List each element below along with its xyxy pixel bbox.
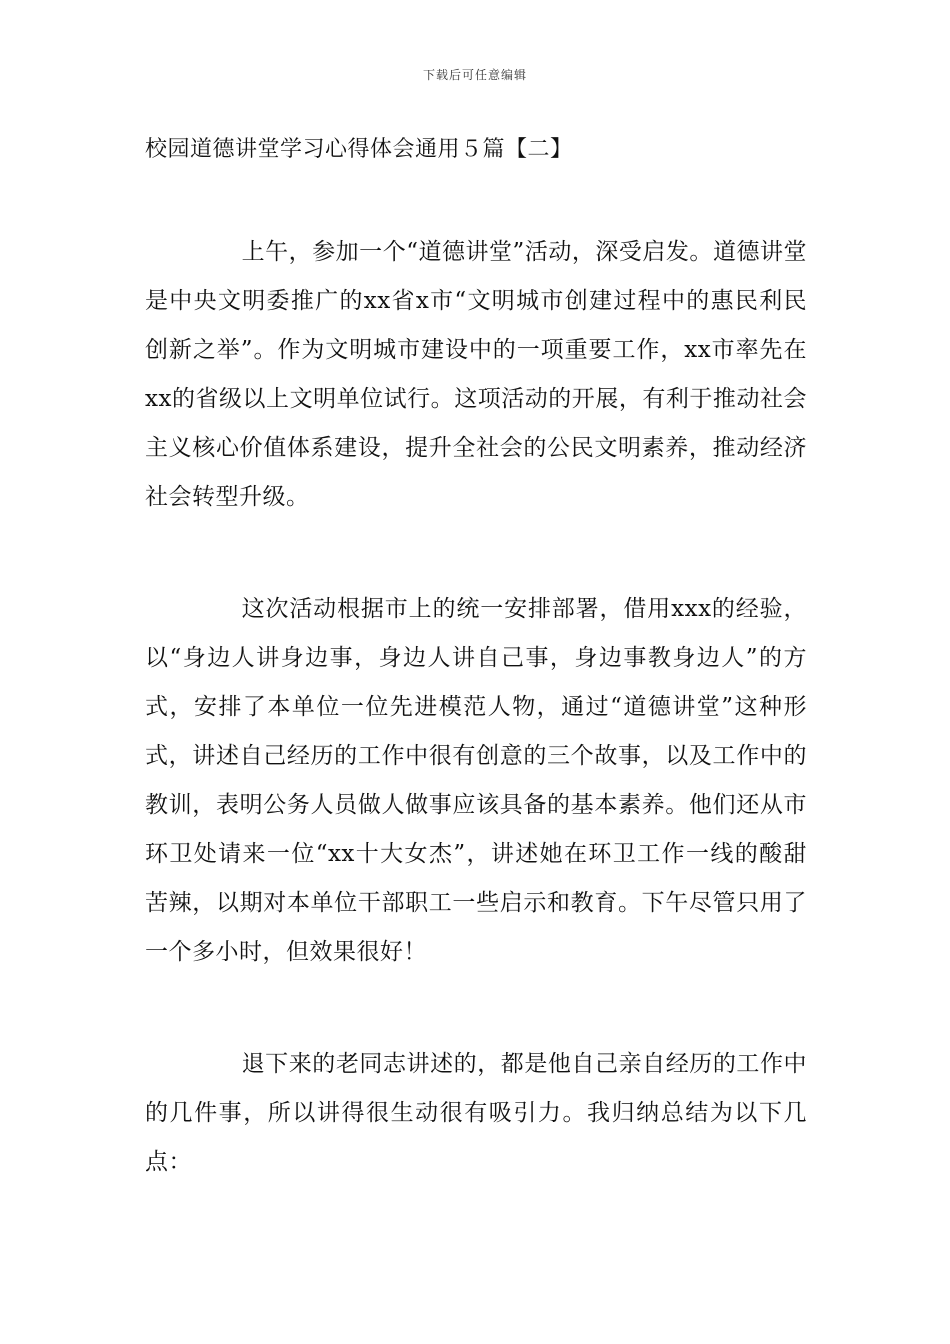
document-body <box>145 228 807 1187</box>
paragraph-1: 上午，参加一个“道德讲堂”活动，深受启发。道德讲堂是中央文明委推广的xx省x市“文明城市创建过程中的惠民利民创新之举”。作为文明城市建设中的一项重要工作，xx市率先在xx的省级以上文明单位试行。这项活动的开展，有利于推动社会主义核心价值体系建设，提升全社会的公民文明素养，推动经济社会转型升级。 <box>145 239 807 510</box>
header-note: 下载后可任意编辑 <box>422 68 527 82</box>
document-title: 校园道德讲堂学习心得体会通用５篇【二】 <box>145 137 573 162</box>
paragraph-3: 退下来的老同志讲述的，都是他自己亲自经历的工作中的几件事，所以讲得很生动很有吸引力。我归纳总结为以下几点： <box>145 1051 807 1175</box>
paragraph-2: 这次活动根据市上的统一安排部署，借用xxx的经验，以“身边人讲身边事，身边人讲自己事，身边事教身边人”的方式，安排了本单位一位先进模范人物，通过“道德讲堂”这种形式，讲述自己经历的工作中很有创意的三个故事，以及工作中的教训，表明公务人员做人做事应该具备的基本素养。他们还从市环卫处请来一位“xx十大女杰”，讲述她在环卫工作一线的酸甜苦辣，以期对本单位干部职工一些启示和教育。下午尽管只用了一个多小时，但效果很好！ <box>145 596 807 965</box>
